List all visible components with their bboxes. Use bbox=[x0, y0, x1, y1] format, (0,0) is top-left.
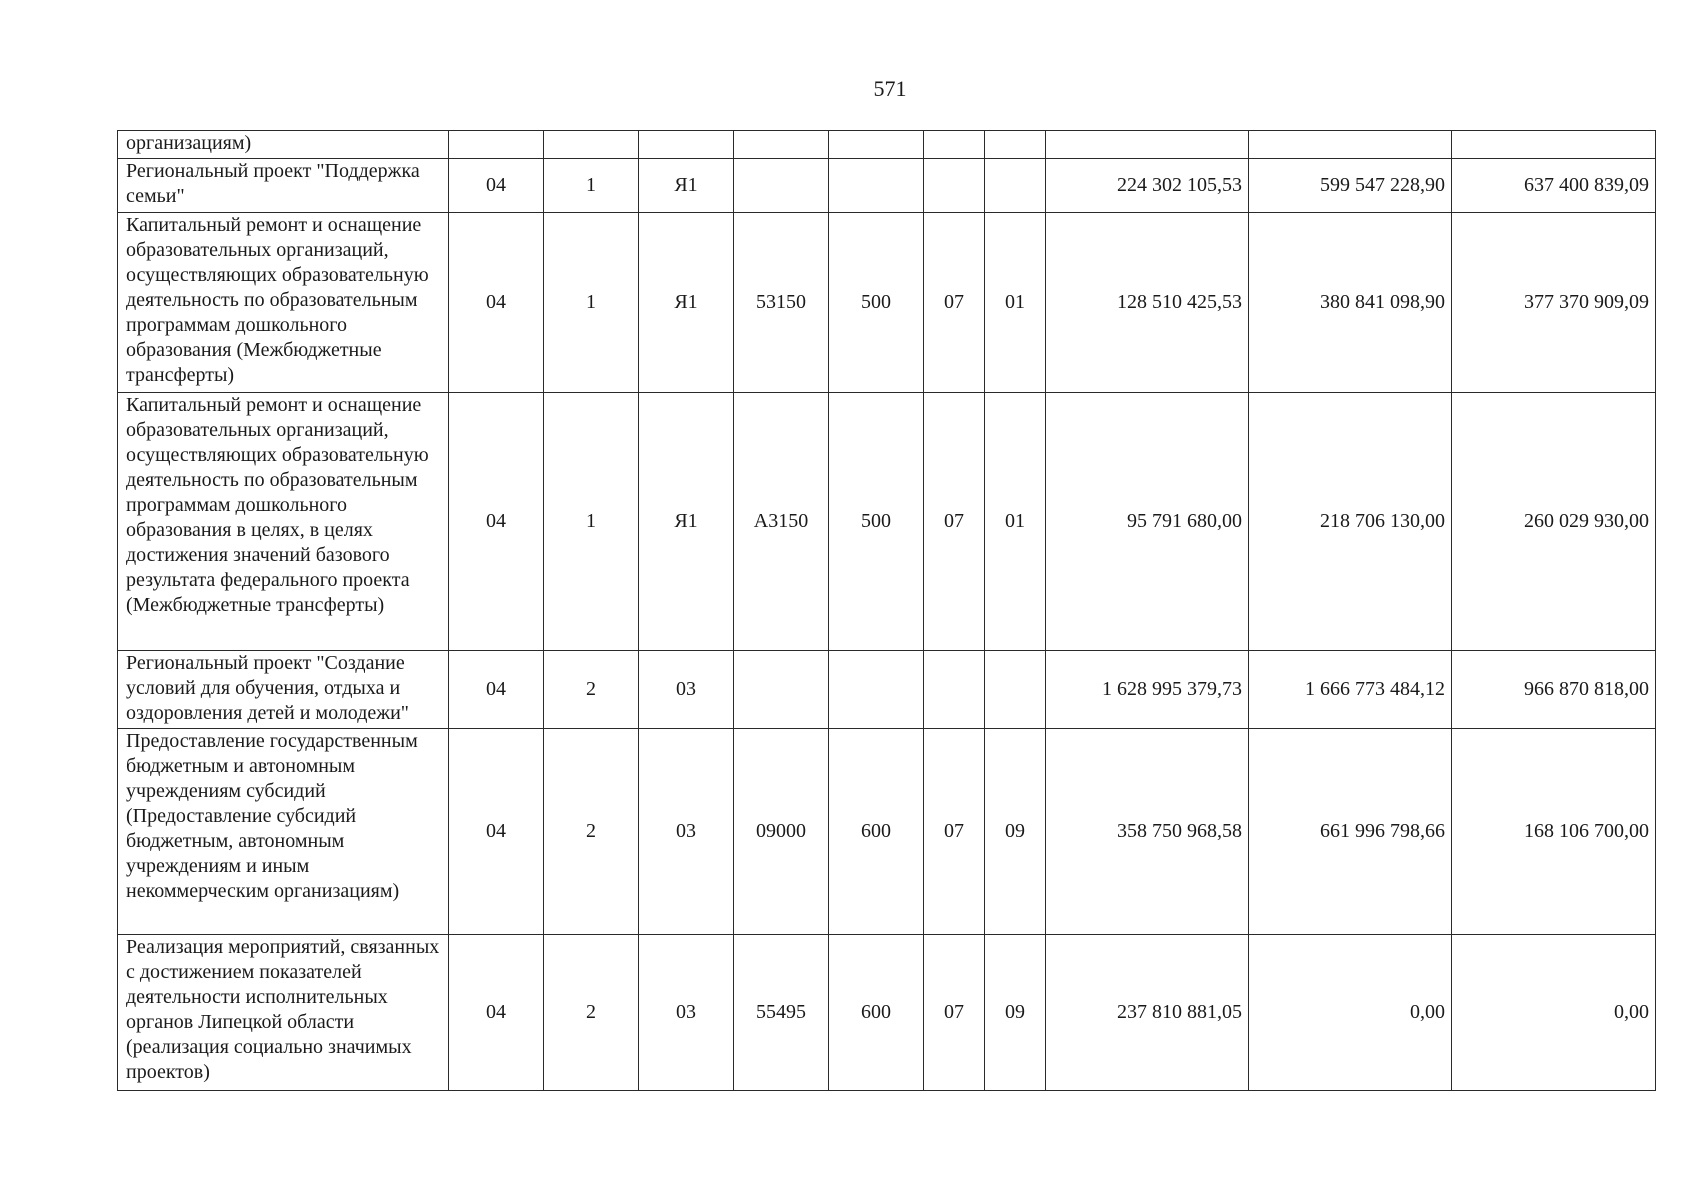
amount-year-3: 377 370 909,09 bbox=[1452, 213, 1656, 393]
amount-year-2: 0,00 bbox=[1249, 935, 1452, 1091]
page-number: 571 bbox=[873, 76, 907, 101]
amount-year-2: 1 666 773 484,12 bbox=[1249, 651, 1452, 729]
code-section bbox=[924, 651, 985, 729]
row-name: Региональный проект "Создание условий для обучения, отдыха и оздоровления детей и молодежи" bbox=[118, 651, 449, 729]
amount-year-1: 128 510 425,53 bbox=[1046, 213, 1249, 393]
amount-year-1: 1 628 995 379,73 bbox=[1046, 651, 1249, 729]
code-subsection: 01 bbox=[985, 393, 1046, 651]
amount-year-2: 599 547 228,90 bbox=[1249, 159, 1452, 213]
code-expense-type: 600 bbox=[829, 935, 924, 1091]
table-row bbox=[118, 393, 1656, 651]
code-program: 04 bbox=[449, 729, 544, 935]
table-row bbox=[118, 729, 1656, 935]
code-section: 07 bbox=[924, 213, 985, 393]
code-section: 07 bbox=[924, 935, 985, 1091]
code-subprogram: 2 bbox=[544, 935, 639, 1091]
amount-year-3: 168 106 700,00 bbox=[1452, 729, 1656, 935]
code-section: 07 bbox=[924, 393, 985, 651]
code-direction bbox=[734, 131, 829, 159]
code-subsection bbox=[985, 131, 1046, 159]
row-name: Региональный проект "Поддержка семьи" bbox=[118, 159, 449, 213]
code-program: 04 bbox=[449, 935, 544, 1091]
amount-year-2: 661 996 798,66 bbox=[1249, 729, 1452, 935]
code-subsection: 01 bbox=[985, 213, 1046, 393]
row-name: организациям) bbox=[118, 131, 449, 159]
code-expense-type bbox=[829, 131, 924, 159]
code-subprogram: 1 bbox=[544, 393, 639, 651]
amount-year-1: 358 750 968,58 bbox=[1046, 729, 1249, 935]
code-project: Я1 bbox=[639, 159, 734, 213]
code-subsection: 09 bbox=[985, 935, 1046, 1091]
code-subsection bbox=[985, 159, 1046, 213]
amount-year-1: 224 302 105,53 bbox=[1046, 159, 1249, 213]
code-program: 04 bbox=[449, 159, 544, 213]
table-row bbox=[118, 935, 1656, 1091]
code-expense-type bbox=[829, 159, 924, 213]
code-section: 07 bbox=[924, 729, 985, 935]
code-project: Я1 bbox=[639, 393, 734, 651]
code-project: 03 bbox=[639, 651, 734, 729]
code-section bbox=[924, 159, 985, 213]
code-direction: А3150 bbox=[734, 393, 829, 651]
code-direction: 53150 bbox=[734, 213, 829, 393]
code-expense-type: 500 bbox=[829, 393, 924, 651]
amount-year-3: 0,00 bbox=[1452, 935, 1656, 1091]
code-expense-type: 500 bbox=[829, 213, 924, 393]
row-name: Предоставление государственным бюджетным и автономным учреждениям субсидий (Предоставление субсидий бюджетным, автономным учреждениям и иным некоммерческим организациям) bbox=[118, 729, 449, 935]
code-subsection bbox=[985, 651, 1046, 729]
row-name: Реализация мероприятий, связанных с достижением показателей деятельности исполнительных органов Липецкой области (реализация социально значимых проектов) bbox=[118, 935, 449, 1091]
amount-year-3: 637 400 839,09 bbox=[1452, 159, 1656, 213]
code-program: 04 bbox=[449, 213, 544, 393]
table-row bbox=[118, 159, 1656, 213]
code-project: Я1 bbox=[639, 213, 734, 393]
code-subprogram: 2 bbox=[544, 651, 639, 729]
code-section bbox=[924, 131, 985, 159]
amount-year-3 bbox=[1452, 131, 1656, 159]
code-subprogram bbox=[544, 131, 639, 159]
code-subprogram: 1 bbox=[544, 213, 639, 393]
code-expense-type bbox=[829, 651, 924, 729]
row-name: Капитальный ремонт и оснащение образовательных организаций, осуществляющих образовательную деятельность по образовательным программам дошкольного образования (Межбюджетные трансферты) bbox=[118, 213, 449, 393]
table-row bbox=[118, 131, 1656, 159]
code-direction bbox=[734, 651, 829, 729]
amount-year-1: 95 791 680,00 bbox=[1046, 393, 1249, 651]
amount-year-2 bbox=[1249, 131, 1452, 159]
code-subprogram: 1 bbox=[544, 159, 639, 213]
amount-year-1: 237 810 881,05 bbox=[1046, 935, 1249, 1091]
code-direction: 55495 bbox=[734, 935, 829, 1091]
code-project: 03 bbox=[639, 729, 734, 935]
amount-year-3: 260 029 930,00 bbox=[1452, 393, 1656, 651]
row-name: Капитальный ремонт и оснащение образовательных организаций, осуществляющих образовательную деятельность по образовательным программам дошкольного образования в целях, в целях достижения значений базового результата федерального проекта (Межбюджетные трансферты) bbox=[118, 393, 449, 651]
code-project bbox=[639, 131, 734, 159]
code-project: 03 bbox=[639, 935, 734, 1091]
code-program: 04 bbox=[449, 651, 544, 729]
table-row bbox=[118, 651, 1656, 729]
amount-year-2: 218 706 130,00 bbox=[1249, 393, 1452, 651]
amount-year-1 bbox=[1046, 131, 1249, 159]
code-subsection: 09 bbox=[985, 729, 1046, 935]
code-program bbox=[449, 131, 544, 159]
amount-year-2: 380 841 098,90 bbox=[1249, 213, 1452, 393]
code-expense-type: 600 bbox=[829, 729, 924, 935]
amount-year-3: 966 870 818,00 bbox=[1452, 651, 1656, 729]
table-row bbox=[118, 213, 1656, 393]
budget-table bbox=[117, 130, 1656, 1091]
code-direction: 09000 bbox=[734, 729, 829, 935]
code-subprogram: 2 bbox=[544, 729, 639, 935]
code-program: 04 bbox=[449, 393, 544, 651]
code-direction bbox=[734, 159, 829, 213]
